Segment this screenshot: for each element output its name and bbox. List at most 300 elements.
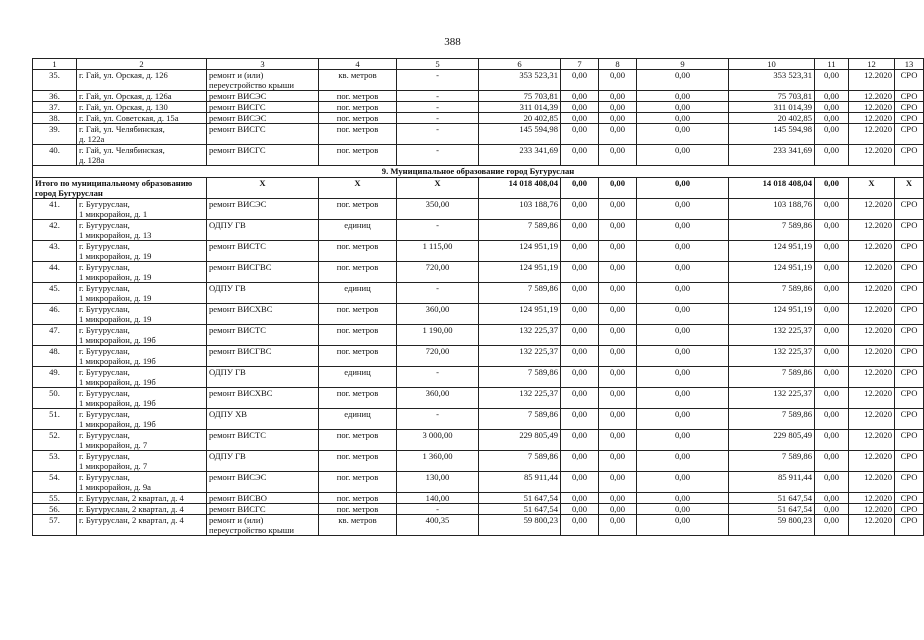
row-number: 48. xyxy=(33,346,77,367)
address-cell xyxy=(77,124,207,145)
work-type-cell xyxy=(207,113,319,124)
work-type-cell xyxy=(207,430,319,451)
value-c10: 145 594,98 xyxy=(729,124,815,145)
work-type-cell-line: ремонт ВИСГВС xyxy=(209,346,272,356)
subtotal-c13: X xyxy=(895,178,924,199)
address-cell-line: г. Гай, ул. Челябинская, xyxy=(79,145,165,155)
address-cell-line: 1 микрорайон, д. 13 xyxy=(79,230,152,240)
address-cell xyxy=(77,283,207,304)
value-c10: 20 402,85 xyxy=(729,113,815,124)
address-cell-line: 1 микрорайон, д. 19б xyxy=(79,335,156,345)
work-type-cell xyxy=(207,388,319,409)
value-c6: 145 594,98 xyxy=(479,124,561,145)
value-c9: 0,00 xyxy=(637,346,729,367)
work-type-cell-line: ремонт ВИСТС xyxy=(209,241,267,251)
value-c7: 0,00 xyxy=(561,367,599,388)
value-c13: СРО xyxy=(895,346,924,367)
value-c6: 75 703,81 xyxy=(479,91,561,102)
value-c12: 12.2020 xyxy=(849,451,895,472)
address-cell-line: г. Гай, ул. Советская, д. 15а xyxy=(79,113,179,123)
address-cell xyxy=(77,504,207,515)
value-c7: 0,00 xyxy=(561,388,599,409)
value-c8: 0,00 xyxy=(599,241,637,262)
value-c9: 0,00 xyxy=(637,451,729,472)
work-type-cell-line: переустройство крыши xyxy=(209,525,294,535)
row-number: 43. xyxy=(33,241,77,262)
value-c13: СРО xyxy=(895,409,924,430)
value-c6: 85 911,44 xyxy=(479,472,561,493)
column-number: 5 xyxy=(397,59,479,70)
value-c13: СРО xyxy=(895,504,924,515)
row-number: 35. xyxy=(33,70,77,91)
address-cell-line: г. Бугуруслан, xyxy=(79,346,130,356)
value-c11: 0,00 xyxy=(815,367,849,388)
value-c8: 0,00 xyxy=(599,70,637,91)
work-type-cell-line: ОДПУ ГВ xyxy=(209,220,246,230)
table-row xyxy=(33,241,924,262)
work-type-cell xyxy=(207,504,319,515)
value-c10: 311 014,39 xyxy=(729,102,815,113)
quantity-cell: - xyxy=(397,70,479,91)
work-type-cell-line: ремонт ВИСГВС xyxy=(209,262,272,272)
column-number-row xyxy=(33,59,924,70)
value-c7: 0,00 xyxy=(561,113,599,124)
subtotal-c5: X xyxy=(397,178,479,199)
column-number: 1 xyxy=(33,59,77,70)
page-number: 388 xyxy=(444,36,461,48)
value-c6: 124 951,19 xyxy=(479,304,561,325)
value-c11: 0,00 xyxy=(815,199,849,220)
value-c6: 7 589,86 xyxy=(479,451,561,472)
value-c12: 12.2020 xyxy=(849,304,895,325)
address-cell xyxy=(77,346,207,367)
value-c8: 0,00 xyxy=(599,220,637,241)
value-c13: СРО xyxy=(895,91,924,102)
subtotal-c6: 14 018 408,04 xyxy=(479,178,561,199)
address-cell-line: г. Бугуруслан, xyxy=(79,367,130,377)
value-c11: 0,00 xyxy=(815,388,849,409)
work-type-cell-line: ремонт и (или) xyxy=(209,515,264,525)
value-c10: 353 523,31 xyxy=(729,70,815,91)
value-c12: 12.2020 xyxy=(849,493,895,504)
address-cell-line: г. Бугуруслан, xyxy=(79,388,130,398)
value-c13: СРО xyxy=(895,199,924,220)
value-c7: 0,00 xyxy=(561,124,599,145)
address-cell xyxy=(77,70,207,91)
value-c13: СРО xyxy=(895,515,924,536)
row-number: 36. xyxy=(33,91,77,102)
address-cell xyxy=(77,451,207,472)
work-type-cell-line: ремонт ВИСХВС xyxy=(209,388,273,398)
value-c11: 0,00 xyxy=(815,504,849,515)
value-c9: 0,00 xyxy=(637,409,729,430)
work-type-cell-line: ремонт ВИСХВС xyxy=(209,304,273,314)
value-c6: 229 805,49 xyxy=(479,430,561,451)
value-c11: 0,00 xyxy=(815,430,849,451)
value-c10: 75 703,81 xyxy=(729,91,815,102)
address-cell xyxy=(77,91,207,102)
unit-cell: пог. метров xyxy=(319,102,397,113)
value-c8: 0,00 xyxy=(599,515,637,536)
table-row xyxy=(33,70,924,91)
row-number: 40. xyxy=(33,145,77,166)
value-c6: 132 225,37 xyxy=(479,346,561,367)
unit-cell: пог. метров xyxy=(319,388,397,409)
value-c8: 0,00 xyxy=(599,367,637,388)
address-cell-line: г. Бугуруслан, xyxy=(79,304,130,314)
unit-cell: единиц xyxy=(319,367,397,388)
work-type-cell xyxy=(207,325,319,346)
row-number: 55. xyxy=(33,493,77,504)
work-type-cell xyxy=(207,241,319,262)
value-c13: СРО xyxy=(895,70,924,91)
work-type-cell xyxy=(207,367,319,388)
value-c6: 51 647,54 xyxy=(479,504,561,515)
address-cell xyxy=(77,409,207,430)
work-type-cell xyxy=(207,91,319,102)
value-c11: 0,00 xyxy=(815,493,849,504)
subtotal-c9: 0,00 xyxy=(637,178,729,199)
work-type-cell-line: ремонт ВИСЭС xyxy=(209,113,267,123)
value-c10: 124 951,19 xyxy=(729,241,815,262)
value-c10: 7 589,86 xyxy=(729,367,815,388)
value-c13: СРО xyxy=(895,283,924,304)
address-cell-line: г. Гай, ул. Орская, д. 126 xyxy=(79,70,168,80)
unit-cell: пог. метров xyxy=(319,91,397,102)
address-cell-line: г. Бугуруслан, xyxy=(79,199,130,209)
address-cell-line: 1 микрорайон, д. 19 xyxy=(79,272,152,282)
address-cell xyxy=(77,388,207,409)
value-c8: 0,00 xyxy=(599,346,637,367)
quantity-cell: - xyxy=(397,91,479,102)
subtotal-c11: 0,00 xyxy=(815,178,849,199)
address-cell xyxy=(77,472,207,493)
work-type-cell-line: ремонт ВИСТС xyxy=(209,430,267,440)
value-c6: 132 225,37 xyxy=(479,388,561,409)
address-cell-line: г. Бугуруслан, 2 квартал, д. 4 xyxy=(79,504,184,514)
unit-cell: пог. метров xyxy=(319,113,397,124)
value-c11: 0,00 xyxy=(815,70,849,91)
value-c10: 132 225,37 xyxy=(729,346,815,367)
work-type-cell-line: ОДПУ ГВ xyxy=(209,283,246,293)
value-c10: 132 225,37 xyxy=(729,325,815,346)
address-cell-line: г. Бугуруслан, xyxy=(79,472,130,482)
value-c12: 12.2020 xyxy=(849,241,895,262)
value-c8: 0,00 xyxy=(599,102,637,113)
value-c7: 0,00 xyxy=(561,241,599,262)
work-type-cell-line: ремонт ВИСВО xyxy=(209,493,267,503)
row-number: 38. xyxy=(33,113,77,124)
address-cell-line: г. Гай, ул. Орская, д. 130 xyxy=(79,102,168,112)
value-c9: 0,00 xyxy=(637,124,729,145)
work-type-cell xyxy=(207,409,319,430)
value-c10: 124 951,19 xyxy=(729,304,815,325)
value-c12: 12.2020 xyxy=(849,472,895,493)
value-c10: 7 589,86 xyxy=(729,451,815,472)
value-c12: 12.2020 xyxy=(849,504,895,515)
value-c11: 0,00 xyxy=(815,472,849,493)
value-c11: 0,00 xyxy=(815,241,849,262)
value-c13: СРО xyxy=(895,325,924,346)
subtotal-c4: X xyxy=(319,178,397,199)
value-c12: 12.2020 xyxy=(849,145,895,166)
row-number: 52. xyxy=(33,430,77,451)
address-cell-line: г. Гай, ул. Челябинская, xyxy=(79,124,165,134)
quantity-cell: 140,00 xyxy=(397,493,479,504)
work-type-cell xyxy=(207,220,319,241)
quantity-cell: 3 000,00 xyxy=(397,430,479,451)
value-c7: 0,00 xyxy=(561,504,599,515)
table-row xyxy=(33,199,924,220)
value-c11: 0,00 xyxy=(815,515,849,536)
value-c10: 51 647,54 xyxy=(729,493,815,504)
address-cell-line: д. 122а xyxy=(79,134,105,144)
address-cell-line: 1 микрорайон, д. 19 xyxy=(79,293,152,303)
quantity-cell: 1 115,00 xyxy=(397,241,479,262)
value-c12: 12.2020 xyxy=(849,124,895,145)
address-cell-line: 1 микрорайон, д. 19 xyxy=(79,314,152,324)
unit-cell: пог. метров xyxy=(319,493,397,504)
unit-cell: пог. метров xyxy=(319,504,397,515)
value-c7: 0,00 xyxy=(561,346,599,367)
subtotal-row xyxy=(33,178,924,199)
value-c9: 0,00 xyxy=(637,91,729,102)
work-type-cell-line: переустройство крыши xyxy=(209,80,294,90)
work-type-cell xyxy=(207,515,319,536)
value-c7: 0,00 xyxy=(561,304,599,325)
work-type-cell xyxy=(207,451,319,472)
value-c10: 103 188,76 xyxy=(729,199,815,220)
value-c9: 0,00 xyxy=(637,113,729,124)
value-c6: 132 225,37 xyxy=(479,325,561,346)
value-c7: 0,00 xyxy=(561,325,599,346)
value-c7: 0,00 xyxy=(561,430,599,451)
address-cell-line: г. Бугуруслан, xyxy=(79,262,130,272)
value-c13: СРО xyxy=(895,304,924,325)
value-c7: 0,00 xyxy=(561,493,599,504)
address-cell xyxy=(77,102,207,113)
subtotal-label: Итого по муниципальному образованию город Бугуруслан xyxy=(33,178,207,199)
value-c6: 20 402,85 xyxy=(479,113,561,124)
value-c9: 0,00 xyxy=(637,493,729,504)
value-c11: 0,00 xyxy=(815,124,849,145)
work-type-cell xyxy=(207,304,319,325)
subtotal-c8: 0,00 xyxy=(599,178,637,199)
value-c13: СРО xyxy=(895,220,924,241)
value-c6: 353 523,31 xyxy=(479,70,561,91)
work-type-cell-line: ремонт ВИСЭС xyxy=(209,199,267,209)
value-c6: 7 589,86 xyxy=(479,283,561,304)
value-c11: 0,00 xyxy=(815,91,849,102)
value-c11: 0,00 xyxy=(815,113,849,124)
address-cell xyxy=(77,145,207,166)
value-c6: 124 951,19 xyxy=(479,241,561,262)
value-c8: 0,00 xyxy=(599,504,637,515)
address-cell-line: г. Бугуруслан, 2 квартал, д. 4 xyxy=(79,493,184,503)
value-c8: 0,00 xyxy=(599,145,637,166)
unit-cell: единиц xyxy=(319,220,397,241)
table-row xyxy=(33,409,924,430)
work-type-cell xyxy=(207,102,319,113)
value-c12: 12.2020 xyxy=(849,262,895,283)
unit-cell: кв. метров xyxy=(319,515,397,536)
table-row xyxy=(33,262,924,283)
table-row xyxy=(33,325,924,346)
work-type-cell-line: ремонт ВИСГС xyxy=(209,145,266,155)
value-c13: СРО xyxy=(895,102,924,113)
address-cell-line: г. Гай, ул. Орская, д. 126а xyxy=(79,91,172,101)
column-number: 7 xyxy=(561,59,599,70)
column-number: 8 xyxy=(599,59,637,70)
work-type-cell-line: ремонт ВИСГС xyxy=(209,504,266,514)
address-cell-line: 1 микрорайон, д. 19б xyxy=(79,356,156,366)
work-type-cell-line: ОДПУ ХВ xyxy=(209,409,248,419)
value-c12: 12.2020 xyxy=(849,346,895,367)
work-type-cell xyxy=(207,283,319,304)
value-c7: 0,00 xyxy=(561,262,599,283)
value-c13: СРО xyxy=(895,262,924,283)
work-type-cell-line: ремонт ВИСЭС xyxy=(209,472,267,482)
column-number: 3 xyxy=(207,59,319,70)
value-c7: 0,00 xyxy=(561,515,599,536)
value-c10: 7 589,86 xyxy=(729,283,815,304)
table-row xyxy=(33,451,924,472)
work-type-cell xyxy=(207,262,319,283)
address-cell-line: д. 128а xyxy=(79,155,105,165)
column-number: 2 xyxy=(77,59,207,70)
value-c6: 311 014,39 xyxy=(479,102,561,113)
table-row xyxy=(33,367,924,388)
row-number: 57. xyxy=(33,515,77,536)
work-type-cell xyxy=(207,199,319,220)
value-c13: СРО xyxy=(895,430,924,451)
table-row xyxy=(33,145,924,166)
value-c12: 12.2020 xyxy=(849,325,895,346)
value-c10: 7 589,86 xyxy=(729,409,815,430)
value-c6: 7 589,86 xyxy=(479,409,561,430)
value-c7: 0,00 xyxy=(561,145,599,166)
value-c6: 124 951,19 xyxy=(479,262,561,283)
value-c6: 7 589,86 xyxy=(479,220,561,241)
address-cell xyxy=(77,304,207,325)
value-c11: 0,00 xyxy=(815,262,849,283)
subtotal-c7: 0,00 xyxy=(561,178,599,199)
quantity-cell: - xyxy=(397,409,479,430)
unit-cell: пог. метров xyxy=(319,199,397,220)
value-c10: 233 341,69 xyxy=(729,145,815,166)
unit-cell: пог. метров xyxy=(319,262,397,283)
value-c9: 0,00 xyxy=(637,304,729,325)
table-row xyxy=(33,346,924,367)
unit-cell: пог. метров xyxy=(319,430,397,451)
unit-cell: пог. метров xyxy=(319,472,397,493)
value-c8: 0,00 xyxy=(599,199,637,220)
value-c13: СРО xyxy=(895,113,924,124)
row-number: 44. xyxy=(33,262,77,283)
value-c8: 0,00 xyxy=(599,388,637,409)
unit-cell: единиц xyxy=(319,409,397,430)
table-row xyxy=(33,388,924,409)
value-c7: 0,00 xyxy=(561,409,599,430)
work-type-cell xyxy=(207,70,319,91)
table-row xyxy=(33,430,924,451)
work-type-cell-line: ОДПУ ГВ xyxy=(209,367,246,377)
value-c8: 0,00 xyxy=(599,451,637,472)
value-c10: 51 647,54 xyxy=(729,504,815,515)
value-c8: 0,00 xyxy=(599,472,637,493)
value-c8: 0,00 xyxy=(599,430,637,451)
table-row xyxy=(33,472,924,493)
value-c9: 0,00 xyxy=(637,430,729,451)
value-c8: 0,00 xyxy=(599,325,637,346)
address-cell-line: 1 микрорайон, д. 9а xyxy=(79,482,151,492)
value-c13: СРО xyxy=(895,472,924,493)
value-c10: 132 225,37 xyxy=(729,388,815,409)
quantity-cell: 350,00 xyxy=(397,199,479,220)
table-row xyxy=(33,283,924,304)
row-number: 41. xyxy=(33,199,77,220)
value-c9: 0,00 xyxy=(637,241,729,262)
value-c9: 0,00 xyxy=(637,199,729,220)
value-c11: 0,00 xyxy=(815,325,849,346)
unit-cell: пог. метров xyxy=(319,124,397,145)
value-c8: 0,00 xyxy=(599,113,637,124)
value-c7: 0,00 xyxy=(561,220,599,241)
row-number: 46. xyxy=(33,304,77,325)
address-cell-line: 1 микрорайон, д. 19б xyxy=(79,398,156,408)
address-cell-line: г. Бугуруслан, 2 квартал, д. 4 xyxy=(79,515,184,525)
table-body xyxy=(33,59,924,536)
quantity-cell: - xyxy=(397,145,479,166)
table-row xyxy=(33,304,924,325)
address-cell xyxy=(77,199,207,220)
address-cell-line: 1 микрорайон, д. 1 xyxy=(79,209,148,219)
section-header-row xyxy=(33,166,924,178)
value-c7: 0,00 xyxy=(561,472,599,493)
section-title: 9. Муниципальное образование город Бугуруслан xyxy=(33,166,924,178)
value-c9: 0,00 xyxy=(637,388,729,409)
quantity-cell: - xyxy=(397,504,479,515)
value-c9: 0,00 xyxy=(637,472,729,493)
quantity-cell: - xyxy=(397,220,479,241)
value-c12: 12.2020 xyxy=(849,70,895,91)
value-c13: СРО xyxy=(895,451,924,472)
value-c8: 0,00 xyxy=(599,409,637,430)
subtotal-c12: X xyxy=(849,178,895,199)
value-c9: 0,00 xyxy=(637,367,729,388)
value-c12: 12.2020 xyxy=(849,388,895,409)
row-number: 37. xyxy=(33,102,77,113)
quantity-cell: 1 190,00 xyxy=(397,325,479,346)
quantity-cell: 400,35 xyxy=(397,515,479,536)
table-row xyxy=(33,124,924,145)
column-number: 9 xyxy=(637,59,729,70)
address-cell xyxy=(77,367,207,388)
value-c8: 0,00 xyxy=(599,91,637,102)
quantity-cell: 360,00 xyxy=(397,304,479,325)
address-cell-line: 1 микрорайон, д. 7 xyxy=(79,461,148,471)
value-c9: 0,00 xyxy=(637,283,729,304)
quantity-cell: 1 360,00 xyxy=(397,451,479,472)
quantity-cell: 720,00 xyxy=(397,346,479,367)
unit-cell: пог. метров xyxy=(319,325,397,346)
column-number: 6 xyxy=(479,59,561,70)
table-row xyxy=(33,220,924,241)
value-c9: 0,00 xyxy=(637,220,729,241)
unit-cell: пог. метров xyxy=(319,451,397,472)
address-cell xyxy=(77,220,207,241)
value-c11: 0,00 xyxy=(815,220,849,241)
